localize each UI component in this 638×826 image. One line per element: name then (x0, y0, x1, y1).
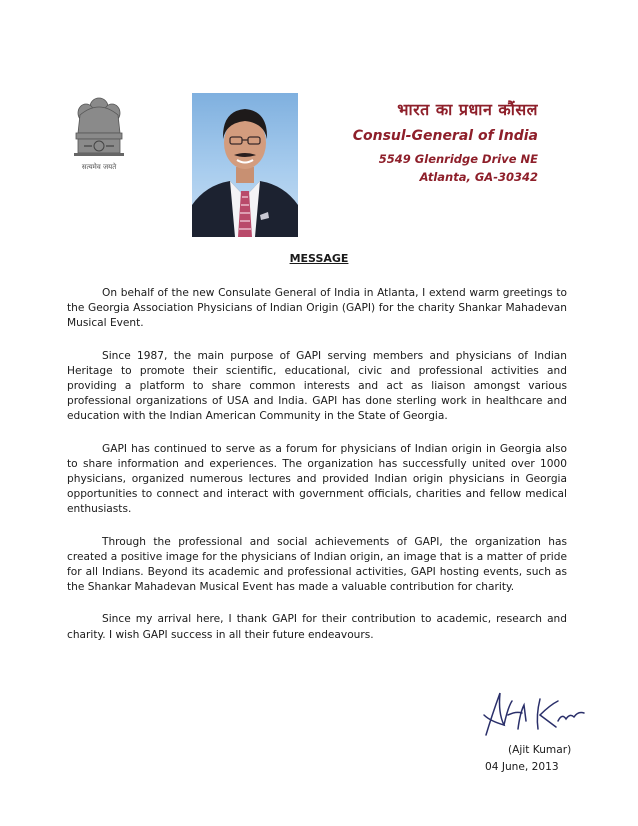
lion-capital-icon (68, 93, 130, 165)
signatory-name: (Ajit Kumar) (508, 744, 572, 756)
emblem-motto: सत्यमेव जयते (81, 163, 117, 171)
message-heading: MESSAGE (289, 252, 349, 265)
address-line-1: 5549 Glenridge Drive NE (378, 152, 538, 166)
paragraph: Since 1987, the main purpose of GAPI serving members and physicians of Indian Heritage to promote their scientific, educational, civic and professional activities and providing a platform to share common interests and act as liaison amongst various professional organizations of USA and India. GAPI has done sterling work in healthcare and education with the Indian American Community in the State of Georgia. (67, 349, 567, 423)
hindi-title: भारत का प्रधान कौंसल (397, 100, 538, 119)
consul-general-photo (192, 93, 298, 237)
letter-date: 04 June, 2013 (485, 761, 559, 773)
letter-body (67, 286, 567, 660)
paragraph: On behalf of the new Consulate General of India in Atlanta, I extend warm greetings to the Georgia Association Physicians of Indian Origin (GAPI) for the charity Shankar Mahadevan Musical Event. (67, 287, 567, 330)
paragraph: GAPI has continued to serve as a forum for physicians of Indian origin in Georgia also to share information and experiences. The organization has successfully united over 1000 physicians, organized numerous lectures and provided Indian origin physicians in Georgia opportunities to connect and interact with government officials, charities and fellow medical enthusiasts. (67, 442, 567, 516)
consulate-letterhead (298, 98, 538, 186)
address-line-2: Atlanta, GA-30342 (419, 170, 538, 184)
paragraph: Through the professional and social achievements of GAPI, the organization has created a positive image for the physicians of Indian origin, an image that is a matter of pride for all Indians. Beyond its academic and professional activities, GAPI hosting events, such as the Shankar Mahadevan Musical Event has made a valuable contribution for charity. (67, 535, 567, 594)
paragraph: Since my arrival here, I thank GAPI for their contribution to academic, research and charity. I wish GAPI success in all their future endeavours. (67, 613, 567, 641)
portrait-image (192, 93, 298, 237)
signature-icon (478, 685, 588, 743)
office-title: Consul-General of India (352, 128, 538, 144)
handwritten-signature (478, 685, 588, 743)
national-emblem (68, 93, 130, 177)
